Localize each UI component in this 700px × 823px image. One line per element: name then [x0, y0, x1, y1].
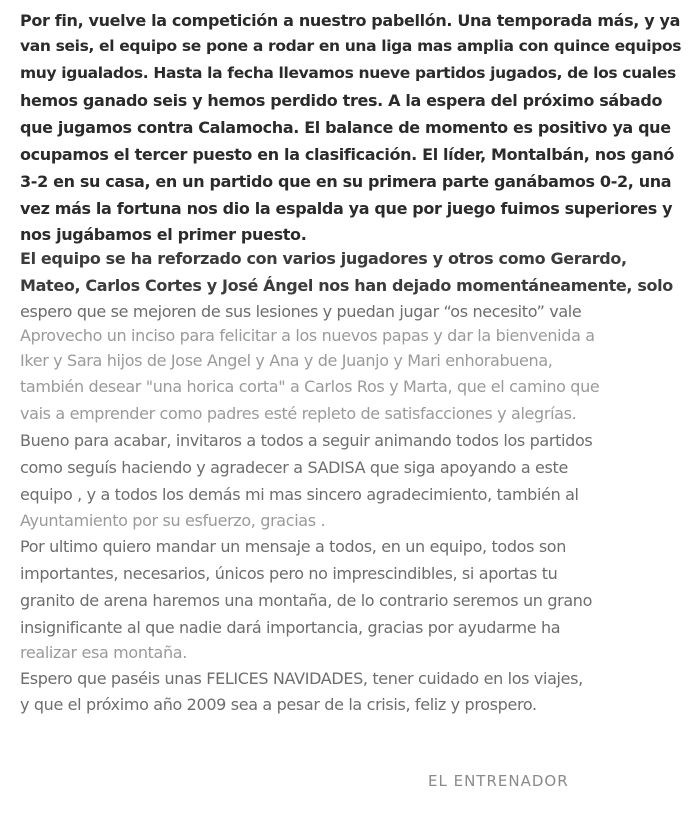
letter-line: granito de arena haremos una montaña, de lo contrario seremos un grano	[20, 591, 593, 610]
letter-line: como seguís haciendo y agradecer a SADISA que siga apoyando a este	[20, 458, 568, 477]
letter-line: importantes, necesarios, únicos pero no imprescindibles, si aportas tu	[20, 564, 558, 583]
letter-line: Aprovecho un inciso para felicitar a los nuevos papas y dar la bienvenida a	[20, 326, 595, 345]
letter-line: Espero que paséis unas FELICES NAVIDADES, tener cuidado en los viajes,	[20, 669, 583, 688]
letter-line: equipo , y a todos los demás mi mas sincero agradecimiento, también al	[20, 485, 579, 504]
letter-line: Ayuntamiento por su esfuerzo, gracias .	[20, 511, 326, 530]
letter-line: realizar esa montaña.	[20, 643, 187, 662]
letter-line: Mateo, Carlos Cortes y José Ángel nos han dejado momentáneamente, solo	[20, 276, 673, 295]
letter-line: y que el próximo año 2009 sea a pesar de la crisis, feliz y prospero.	[20, 695, 537, 714]
letter-line: también desear "una horica corta" a Carlos Ros y Marta, que el camino que	[20, 377, 600, 396]
letter-line: El equipo se ha reforzado con varios jugadores y otros como Gerardo,	[20, 249, 627, 268]
letter-line: van seis, el equipo se pone a rodar en una liga mas amplia con quince equipos	[20, 37, 682, 55]
signature: EL ENTRENADOR	[428, 772, 569, 790]
letter-line: ocupamos el tercer puesto en la clasificación. El líder, Montalbán, nos ganó	[20, 145, 675, 164]
letter-line: Bueno para acabar, invitaros a todos a seguir animando todos los partidos	[20, 431, 593, 450]
letter-line: espero que se mejoren de sus lesiones y puedan jugar “os necesito” vale	[20, 302, 582, 321]
letter-line: vez más la fortuna nos dio la espalda ya que por juego fuimos superiores y	[20, 199, 673, 218]
letter-line: vais a emprender como padres esté repleto de satisfacciones y alegrías.	[20, 404, 577, 423]
letter-line: 3-2 en su casa, en un partido que en su primera parte ganábamos 0-2, una	[20, 172, 672, 191]
letter-line: insignificante al que nadie dará importancia, gracias por ayudarme ha	[20, 618, 561, 637]
letter-line: Iker y Sara hijos de Jose Angel y Ana y de Juanjo y Mari enhorabuena,	[20, 351, 553, 370]
letter-line: nos jugábamos el primer puesto.	[20, 225, 307, 244]
letter-line: Por ultimo quiero mandar un mensaje a todos, en un equipo, todos son	[20, 537, 567, 556]
letter-line: muy igualados. Hasta la fecha llevamos nueve partidos jugados, de los cuales	[20, 64, 676, 82]
letter-line: hemos ganado seis y hemos perdido tres. A la espera del próximo sábado	[20, 91, 663, 110]
letter-line: Por fin, vuelve la competición a nuestro pabellón. Una temporada más, y ya	[20, 11, 681, 30]
letter-line: que jugamos contra Calamocha. El balance de momento es positivo ya que	[20, 118, 671, 137]
